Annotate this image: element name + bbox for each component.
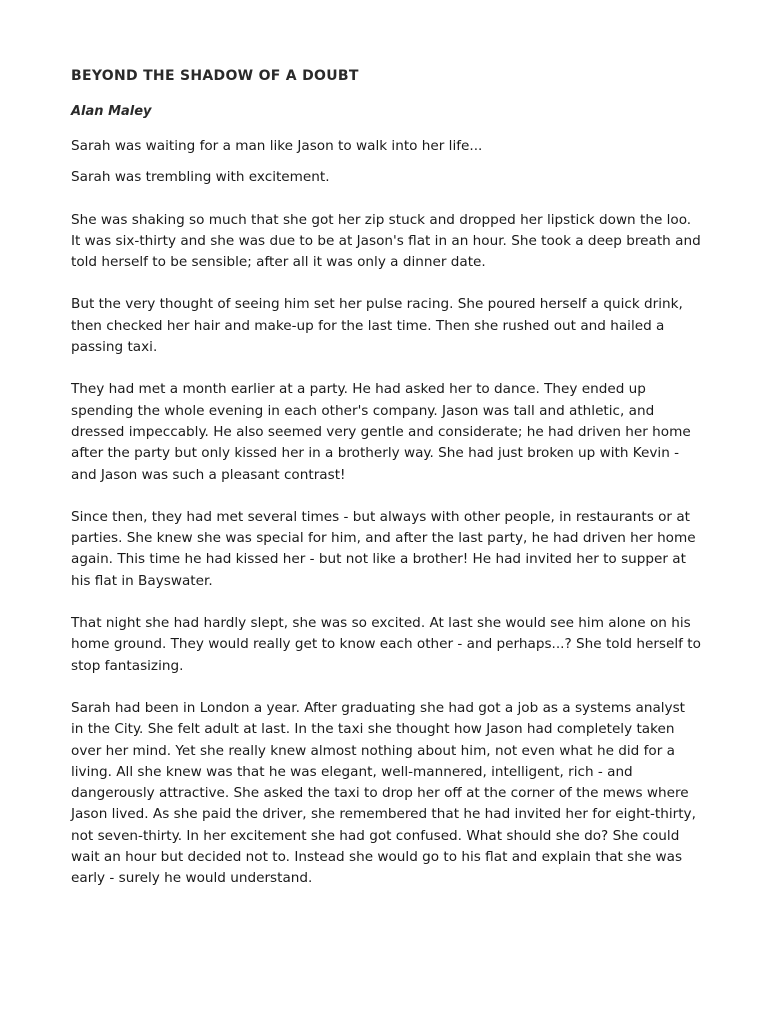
intro-line: Sarah was trembling with excitement.: [71, 169, 330, 186]
intro-line: Sarah was waiting for a man like Jason to walk into her life...: [71, 138, 483, 154]
paragraph: She was shaking so much that she got her zip stuck and dropped her lipstick down the loo. It was six-thirty and she was due to be at Jason's flat in an hour. She took a deep breath and told herself to be sensible; after all it was only a dinner date.: [71, 211, 701, 271]
document-title: BEYOND THE SHADOW OF A DOUBT: [71, 68, 359, 84]
paragraph: But the very thought of seeing him set her pulse racing. She poured herself a quick drink, then checked her hair and make-up for the last time. Then she rushed out and hailed a passing taxi.: [71, 296, 683, 356]
document-page: [71, 66, 701, 911]
document-author: Alan Maley: [71, 104, 152, 119]
paragraph: They had met a month earlier at a party. He had asked her to dance. They ended up spending the whole evening in each other's company. Jason was tall and athletic, and dressed impeccably. He also seemed very gentle and considerate; he had driven her home after the party but only kissed her in a brotherly way. She had just broken up with Kevin - and Jason was such a pleasant contrast!: [71, 381, 691, 483]
paragraph: Sarah had been in London a year. After graduating she had got a job as a systems analyst in the City. She felt adult at last. In the taxi she thought how Jason had completely taken over her mind. Yet she really knew almost nothing about him, not even what he did for a living. All she knew was that he was elegant, well-mannered, intelligent, rich - and dangerously attractive. She asked the taxi to drop her off at the corner of the mews where Jason lived. As she paid the driver, she remembered that he had invited her for eight-thirty, not seven-thirty. In her excitement she had got confused. What should she do? She could wait an hour but decided not to. Instead she would go to his flat and explain that she was early - surely he would understand.: [71, 699, 696, 887]
paragraph: Since then, they had met several times - but always with other people, in restaurants or at parties. She knew she was special for him, and after the last party, he had driven her home again. This time he had kissed her - but not like a brother! He had invited her to supper at his flat in Bayswater.: [71, 508, 696, 589]
paragraph: That night she had hardly slept, she was so excited. At last she would see him alone on his home ground. They would really get to know each other - and perhaps...? She told herself to stop fantasizing.: [71, 615, 701, 674]
